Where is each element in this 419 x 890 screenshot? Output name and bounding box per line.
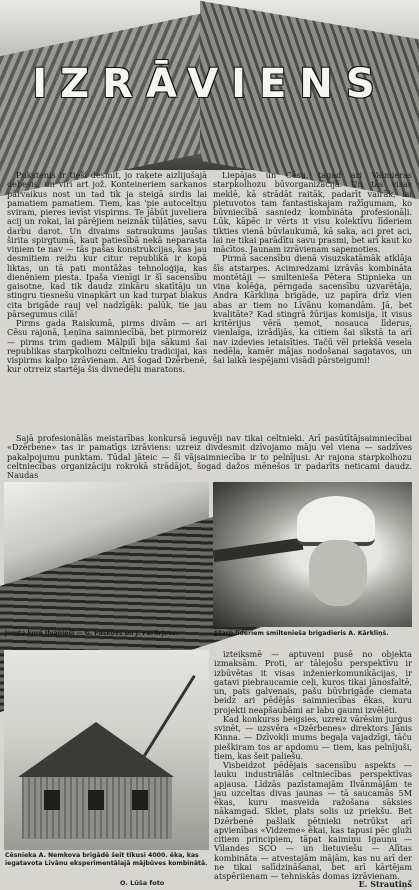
- roofers-photo: [4, 482, 209, 627]
- paragraph: Liepājas un Cēsu, tagad ari Valmieras starpkolhozu būvorganizācijā. Un tās visas meklē, kā strādāt raitāk, padarīt vairāk, lai pietuvotos tam fantastiskajam ražīgumam, ko būvniecībā sasniedz kombināta profesionāļi. Lūk, kāpēc ir vērts it visu kolektīvu līderiem tikties vienā būvlaukumā, kā saka, aci pret aci, lai ne tikai parādītu savu prasmi, bet arī kaut ko mācītos. Jaunam izrāvienam sapemoties.: [213, 170, 412, 254]
- house-photo: [4, 650, 209, 850]
- worker-photo: [213, 482, 412, 627]
- window-graphic: [44, 790, 60, 810]
- text-column-1: [7, 171, 207, 432]
- window-graphic: [132, 790, 148, 810]
- photo-credit: O. Lūša foto: [120, 879, 165, 887]
- worker-caption: Starp līderiem smiltenieša brigadieris A. Kārkliņš.: [214, 630, 389, 637]
- text-column-2: [213, 171, 412, 397]
- window-graphic: [88, 790, 104, 810]
- house-roof-graphic: [18, 722, 174, 777]
- rooftop-photo: [0, 0, 419, 170]
- paragraph: Kad konkurss beigsies, uzreiz vārēsim jurģus svinēt, — uzsvēra «Dzērbenes» direktors Jānis Kinna. — Dzīvokļi mums begaļa vajadzīgi, tāču pieškiram tos ar apdomu — tiem, kas pelnījuši, tiem, kas šeit paliešu.: [214, 713, 412, 761]
- paragraph: Pukstenis ir tieši desmit, jo raķete aizlijušajā debesis, un vīri art jož. Konteineriem sarkanos pārvaikus nost un tad tik ja steigā sirdis lai pamatiem pamatiem. Tiem, kas 'pie autoceltņu sviram, pieres ievīst vispirms. Te jābūt juvelierа acij un rokai, lai pārējiem neiznāk tūļāties, savu darbu darot. Un divaims satraukums jaušas širita spirgtumā, kaut patiesībā nekā neparasta viņiem te nav — tās pašas konstrukcijas, kas jau desmitiem reižu kur citur republikā ir kopā liktas, un tā pati montāžas tehnoloģija, kas dienēniem piesta. Ipaša vienīgi ir šī sacensību gaisotne, kad tik daudz zinkāru skatītāju un stingru tiesnešu vinapkārt un kad turpat blakus cita brigāde rauj vel nadzīgāk: palūk, tie jau pārsegumus cilā!: [7, 170, 207, 319]
- author-signature: E. Strautiņš: [358, 879, 412, 889]
- paragraph: Visbeidzot pēdējais sacensību aspekts — lauku industriālās celtniecības perspektīvas apjausa. Līdzās pazīstamajām Ilvānmājām te jau uzceltas divas jaunas — tā saucamās 5M ēkas, kuru masveida ražošana sāksies nākamgad. Sklet, plats solis uz priekšu. Bet Dzērbenē pašlaik pētnieki netrūkst arī apvienības «Vidzeme» ēkai, kas tapusi pēc gluži citiem principiem, tāpat kaimiņu Igauņu — Vīlandes SCO — un lietuviešu — Alītas kombināta — atvestajām mājām, kas nu arī der ne tikai salīdzināšanai, bet arī kārtējam atspēriienam — tehniskās domas izrāvienam.: [214, 760, 412, 881]
- article-title: IZRĀVIENS: [32, 61, 388, 107]
- face-graphic: [309, 540, 367, 606]
- beam-graphic: [213, 538, 304, 562]
- paragraph: Pirmā sacensību dienā visuzskatāmāk atklāja šīs atstarpes. Acimredzami izrāvās kombināta montētāji — smiltenieša Pētera Stipnieka un viņa kolēģa, pērngada sacensību uzvarētāja, Andra Kārkliņa brigāde, uz papīra drīz vien abas ar tiem no Līvānu komandām. Jā, bet kvalitāte? Kad stingrā žūrijas komisija, it visus kritērijus vērā ņemot, nosauca līderus, vienlaiga, izrādījās, ka citiem šai sīkstā ta arī nav izdevies ietaisīties. Tačū vēl priekšā vesela nedēļa, kamēr mājas nodošanai sagatavos, un šai laikā iespējami visādi pārsteigumi!: [213, 253, 412, 365]
- house-caption: Cēsnieka A. Nemkova brigādē šeit tikusi 4000. ēka, kas iegatavota Līvānu eksperimentālajā mājbūves kombinātā.: [5, 852, 208, 867]
- roofers-caption: Jumta korē Ilvānieši — G. Paškovs un J. Parfirjevs.: [5, 630, 178, 637]
- paragraph: izteiksmē — aptuveni pusē no objekta izmaksām. Proti, ar tālejošu perspektīvu ir izbūvētas it visas inženierkomunikācijas, ir gatavi piebraucamie ceļi, kuros tikai jānosfaltē, un, pats galvenais, pašu būvbrigāde ciemata beidz ari pēdējās saimniecības ēkas, kuru projekti neapšaubāmi ar labu gaumi izvēlēti.: [214, 649, 412, 715]
- paragraph: Sajā profesionālās meistarības konkursā ieguvēji nav tikai celtnieki. Arī pasūtītājsaimniecībai «Dzērbene» tas ir pamatīgs izrāviens: uzreiz divdesmit dzīvojamo māju vel viena — sadzīves pakalpojumu punktam. Tūdal jāteic — šī vājsaimniecība ir to pelnījusi. Ar rajona starpkolhozu celtniecības organizāciju rokrokā strādājot, šogad dažos mēnešos ir padarīts neticami daudz. Naudas: [7, 433, 412, 480]
- paragraph: Pirms gada Raiskumā, pirms divām — ari Cēsu rajonā, Ļeņina saimniecībā, bet pirmoreiz — pirms trim gadiem Mālpilī bija sākumi šai republikas starpkolhozu celtnieku tradicijai, kas vispirms kalpo izrāvienam. Ari šogad Dzērbenē, kur otrreiz startēja šis divnedēļu maratons.: [7, 318, 207, 375]
- helmet-graphic: [297, 496, 375, 546]
- text-column-3: [214, 649, 412, 881]
